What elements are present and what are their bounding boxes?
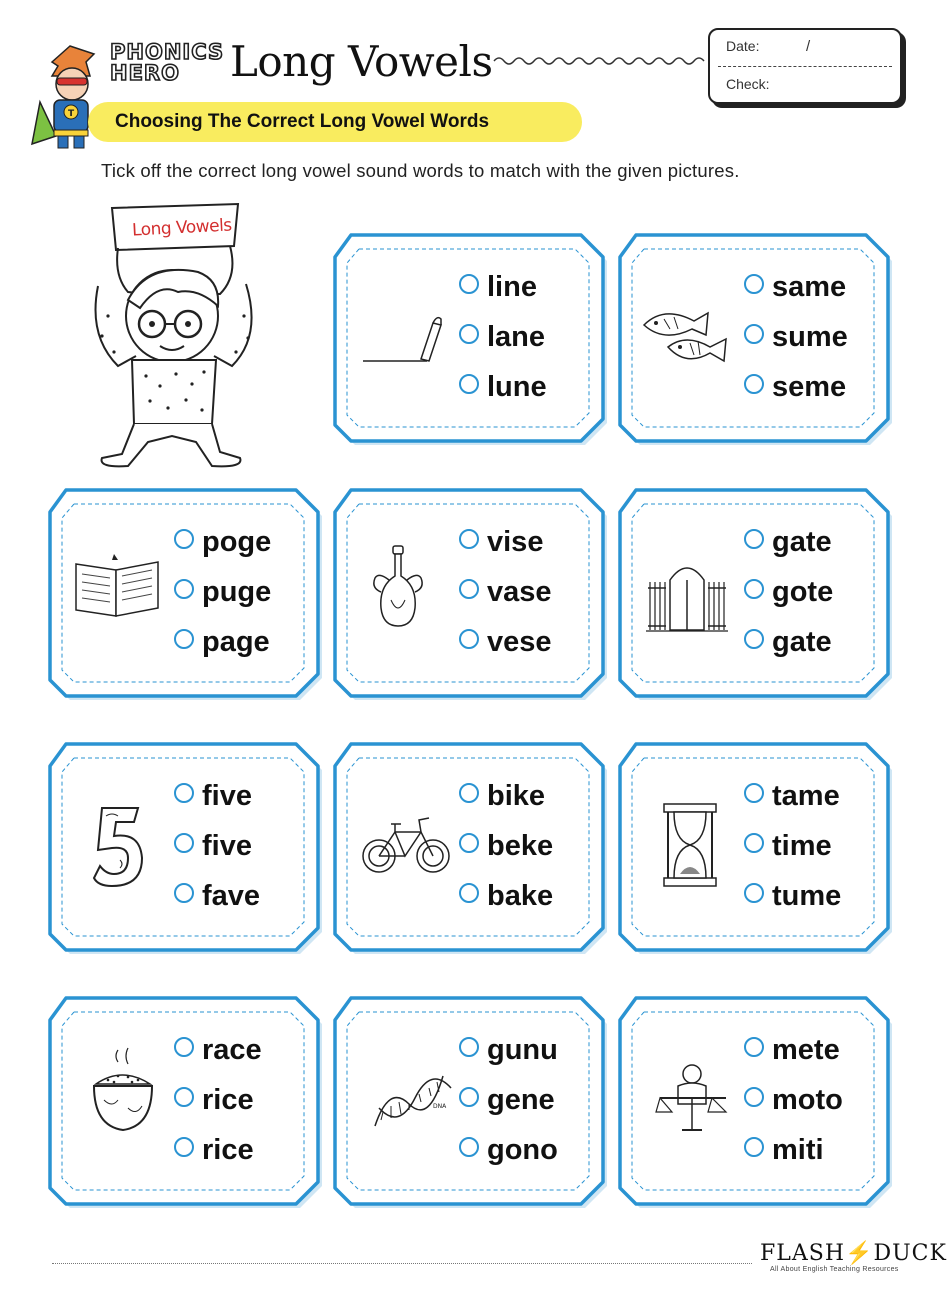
radio-circle-icon[interactable]: [744, 529, 764, 549]
option-label: bike: [487, 779, 546, 812]
option-label: fave: [202, 879, 261, 912]
answer-option[interactable]: [744, 1030, 840, 1070]
radio-circle-icon[interactable]: [174, 1137, 194, 1157]
answer-option[interactable]: [744, 876, 841, 916]
footer-brand-left: FLASH: [760, 1241, 846, 1266]
radio-circle-icon[interactable]: [744, 783, 764, 803]
answer-option[interactable]: [744, 522, 832, 562]
radio-circle-icon[interactable]: [459, 1137, 479, 1157]
radio-circle-icon[interactable]: [459, 579, 479, 599]
radio-circle-icon[interactable]: [174, 529, 194, 549]
date-separator: /: [806, 38, 811, 55]
option-label: race: [202, 1033, 262, 1066]
radio-circle-icon[interactable]: [174, 1087, 194, 1107]
radio-circle-icon[interactable]: [459, 529, 479, 549]
option-label: vese: [487, 625, 552, 658]
option-label: lane: [487, 320, 546, 353]
answer-option[interactable]: [459, 522, 543, 562]
answer-option[interactable]: [174, 776, 252, 816]
exercise-card: [48, 488, 318, 696]
answer-option[interactable]: [174, 572, 271, 612]
exercise-card: [333, 233, 603, 441]
radio-circle-icon[interactable]: [459, 1087, 479, 1107]
option-label: vise: [487, 525, 544, 558]
wavy-divider: [494, 54, 706, 73]
answer-option[interactable]: [174, 522, 271, 562]
exercise-card: [618, 233, 888, 441]
option-label: tume: [772, 879, 842, 912]
answer-option[interactable]: [459, 826, 553, 866]
dna-gene-icon: [369, 1064, 459, 1139]
weighing-scale-icon: [656, 1056, 736, 1141]
bike-icon: [361, 810, 451, 885]
answer-option[interactable]: [174, 1080, 254, 1120]
svg-text:DNA: DNA: [433, 1103, 447, 1110]
radio-circle-icon[interactable]: [459, 374, 479, 394]
check-label: Check:: [726, 76, 770, 92]
answer-option[interactable]: [744, 572, 833, 612]
answer-option[interactable]: [459, 572, 552, 612]
radio-circle-icon[interactable]: [744, 1037, 764, 1057]
exercise-card: [618, 488, 888, 696]
exercise-card: [48, 742, 318, 950]
option-label: bake: [487, 879, 554, 912]
answer-option[interactable]: [459, 317, 545, 357]
instructions: Tick off the correct long vowel sound words to match with the given pictures.: [101, 160, 740, 181]
option-label: moto: [772, 1083, 843, 1116]
option-label: puge: [202, 575, 272, 608]
option-label: gate: [772, 625, 832, 658]
option-label: gote: [772, 575, 834, 608]
radio-circle-icon[interactable]: [174, 833, 194, 853]
answer-option[interactable]: [459, 1030, 558, 1070]
option-label: mete: [772, 1033, 840, 1066]
sign-text: Long Vowels: [131, 215, 233, 241]
option-label: lune: [487, 370, 547, 403]
radio-circle-icon[interactable]: [174, 783, 194, 803]
radio-circle-icon[interactable]: [744, 324, 764, 344]
date-check-box: [708, 28, 902, 104]
radio-circle-icon[interactable]: [459, 883, 479, 903]
radio-circle-icon[interactable]: [744, 374, 764, 394]
answer-option[interactable]: [174, 1030, 262, 1070]
radio-circle-icon[interactable]: [174, 629, 194, 649]
option-label: same: [772, 270, 847, 303]
answer-option[interactable]: [174, 1130, 254, 1170]
answer-option[interactable]: [744, 826, 832, 866]
radio-circle-icon[interactable]: [459, 1037, 479, 1057]
svg-text:T: T: [68, 109, 75, 119]
radio-circle-icon[interactable]: [459, 324, 479, 344]
bolt-icon: ⚡: [845, 1240, 874, 1266]
option-label: time: [772, 829, 832, 862]
option-label: beke: [487, 829, 554, 862]
radio-circle-icon[interactable]: [744, 1087, 764, 1107]
answer-option[interactable]: [744, 776, 840, 816]
option-label: poge: [202, 525, 272, 558]
answer-option[interactable]: [744, 622, 832, 662]
option-label: gunu: [487, 1033, 558, 1066]
radio-circle-icon[interactable]: [174, 1037, 194, 1057]
option-label: page: [202, 625, 270, 658]
answer-option[interactable]: [459, 367, 547, 407]
date-divider: [718, 66, 892, 67]
date-label: Date:: [726, 38, 760, 54]
radio-circle-icon[interactable]: [744, 274, 764, 294]
radio-circle-icon[interactable]: [459, 274, 479, 294]
exercise-card: [48, 996, 318, 1204]
exercise-card: [333, 488, 603, 696]
radio-circle-icon[interactable]: [174, 883, 194, 903]
option-label: five: [202, 779, 252, 812]
footer-logo: [760, 1240, 947, 1266]
answer-option[interactable]: [459, 1080, 555, 1120]
exercise-card: [333, 996, 603, 1204]
radio-circle-icon[interactable]: [744, 1137, 764, 1157]
fish-icon: [634, 295, 734, 380]
page-title: Long Vowels: [230, 37, 493, 86]
line-icon: [361, 301, 461, 376]
gate-icon: [644, 554, 730, 639]
exercise-card: [618, 996, 888, 1204]
answer-option[interactable]: [459, 876, 553, 916]
radio-circle-icon[interactable]: [459, 833, 479, 853]
radio-circle-icon[interactable]: [744, 883, 764, 903]
radio-circle-icon[interactable]: [744, 579, 764, 599]
answer-option[interactable]: [744, 1130, 824, 1170]
option-label: vase: [487, 575, 552, 608]
option-label: gate: [772, 525, 832, 558]
answer-option[interactable]: [174, 826, 252, 866]
option-label: sume: [772, 320, 848, 353]
answer-option[interactable]: [744, 317, 848, 357]
vase-icon: [369, 542, 429, 637]
radio-circle-icon[interactable]: [174, 579, 194, 599]
option-label: seme: [772, 370, 847, 403]
brand-logo: PHONICS HERO: [110, 40, 225, 85]
answer-option[interactable]: [459, 267, 537, 307]
option-label: tame: [772, 779, 840, 812]
option-label: gono: [487, 1133, 558, 1166]
answer-option[interactable]: [744, 267, 846, 307]
answer-option[interactable]: [459, 776, 545, 816]
option-label: line: [487, 270, 537, 303]
answer-option[interactable]: [744, 1080, 843, 1120]
option-label: miti: [772, 1133, 824, 1166]
radio-circle-icon[interactable]: [744, 629, 764, 649]
radio-circle-icon[interactable]: [744, 833, 764, 853]
hourglass-icon: [660, 800, 720, 895]
exercise-card: [333, 742, 603, 950]
option-label: gene: [487, 1083, 555, 1116]
option-label: five: [202, 829, 252, 862]
rice-bowl-icon: [88, 1046, 158, 1141]
radio-circle-icon[interactable]: [459, 783, 479, 803]
number-five-icon: [88, 802, 148, 897]
option-label: rice: [202, 1083, 254, 1116]
answer-option[interactable]: [459, 1130, 558, 1170]
option-label: rice: [202, 1133, 254, 1166]
radio-circle-icon[interactable]: [459, 629, 479, 649]
answer-option[interactable]: [744, 367, 846, 407]
answer-option[interactable]: [174, 876, 260, 916]
exercise-card: [618, 742, 888, 950]
answer-option[interactable]: [174, 622, 270, 662]
answer-option[interactable]: [459, 622, 552, 662]
book-page-icon: [72, 550, 162, 625]
subtitle: Choosing The Correct Long Vowel Words: [115, 111, 490, 132]
footer-tagline: All About English Teaching Resources: [770, 1266, 899, 1273]
footer-brand-right: DUCK: [873, 1241, 947, 1266]
footer-divider: [52, 1263, 752, 1264]
